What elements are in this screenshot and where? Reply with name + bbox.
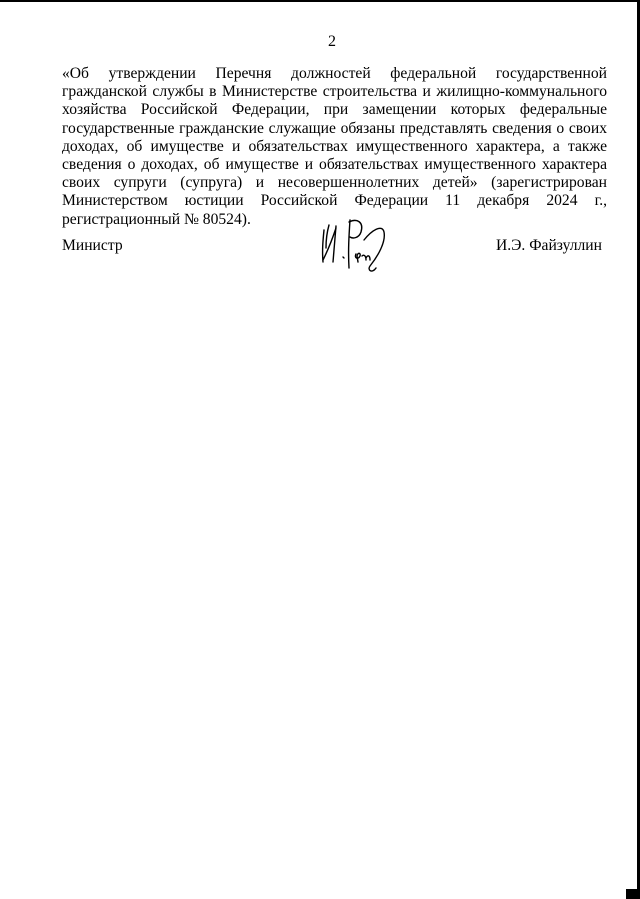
signatory-title: Министр xyxy=(62,237,123,254)
page-number: 2 xyxy=(328,33,336,50)
signatory-name: И.Э. Файзуллин xyxy=(495,237,602,254)
scan-border-top xyxy=(0,0,640,2)
handwritten-signature-icon xyxy=(312,210,402,278)
scan-corner-mark xyxy=(626,889,640,899)
body-paragraph: «Об утверждении Перечня должностей федеральной государственной гражданской службы в Министерстве строительства и жилищно-коммунального хозяйства Российской Федерации, при замещении которых федеральные государственные гражданские служащие обязаны представлять сведения о своих доходах, об имуществе и обязательствах имущественного характера, а также сведения о доходах, об имуществе и обязательствах имущественного характера своих супруги (супруга) и несовершеннолетних детей» (зарегистрирован Министерством юстиции Российской Федерации 11 декабря 2024 г., регистрационный № 80524). xyxy=(62,65,607,228)
